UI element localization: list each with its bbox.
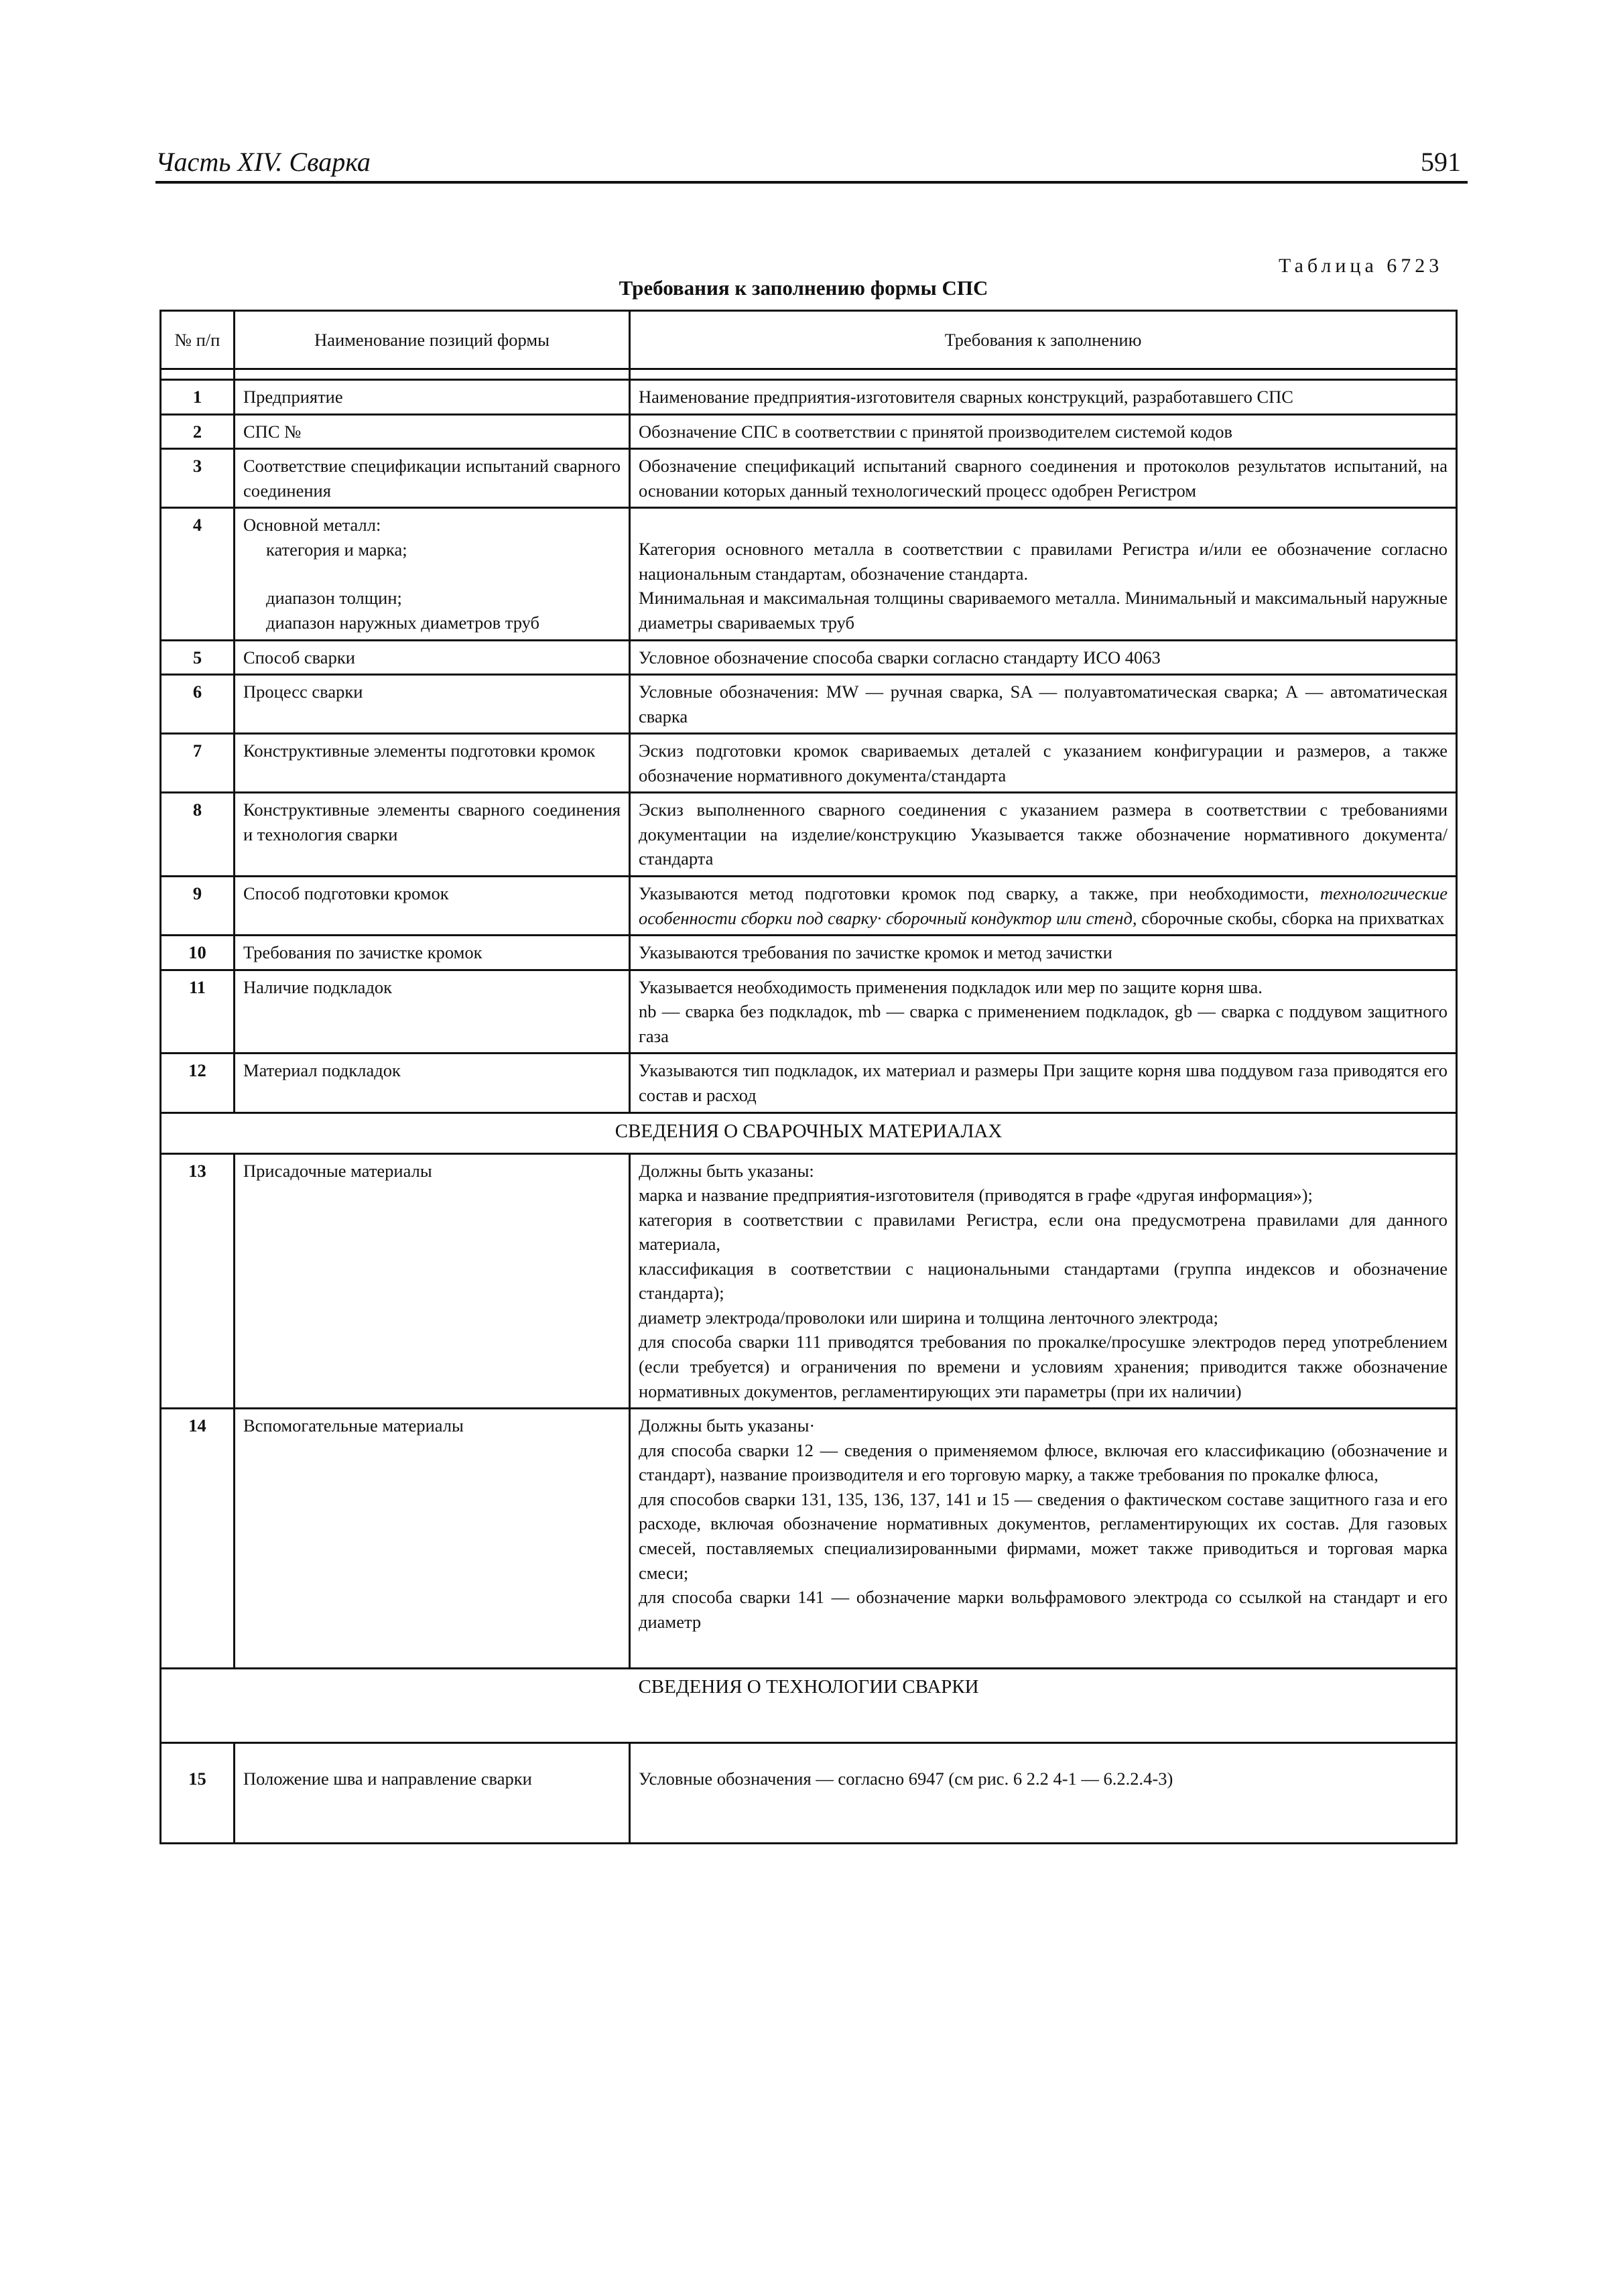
row-number: 10 (161, 936, 235, 970)
requirement-paragraph: диаметр электрода/проволоки или ширина и толщина ленточного электрода; (639, 1307, 1219, 1328)
table-row (161, 970, 1457, 1054)
requirement-paragraph: для способа сварки 12 — сведения о применяемом флюсе, включая его классификацию (обозначение и стандарт), название производителя и его торговую марку, а также требования по прокалке флюса, (639, 1440, 1448, 1485)
requirement-paragraph: Должны быть указаны: (639, 1160, 814, 1181)
table-row (161, 793, 1457, 877)
row-number: 6 (161, 675, 235, 734)
row-number: 14 (161, 1409, 235, 1669)
row-number: 1 (161, 380, 235, 415)
item-requirement (630, 1409, 1457, 1669)
row-number: 12 (161, 1054, 235, 1112)
table-title: Требования к заполнению формы СПС (619, 276, 988, 300)
column-header-requirements: Требования к заполнению (630, 311, 1457, 369)
requirement-paragraph: для способов сварки 131, 135, 136, 137, 141 и 15 — сведения о фактическом составе защитного газа и его расходе, включая обозначение нормативных документов, регламентирующих их состав. Для газовых смесей, поставляемых специализированными фирмами, может также приводиться и торговая марка смеси; (639, 1488, 1448, 1583)
requirements-table (159, 310, 1458, 1844)
item-name-line: диапазон толщин; (266, 588, 402, 609)
requirement-paragraph: nb — сварка без подкладок, mb — сварка с применением подкладок, gb — сварка с поддувом защитного газа (639, 1001, 1448, 1046)
table-row (161, 1409, 1457, 1669)
table-row (161, 936, 1457, 970)
requirement-paragraph: Минимальная и максимальная толщины свариваемого металла. Минимальный и максимальный наружные диаметры свариваемых труб (639, 588, 1448, 633)
item-name: Процесс сварки (235, 675, 630, 734)
item-requirement: Эскиз выполненного сварного соединения с указанием размера в соответствии с требованиями документации на изделие/конструкцию Указывается также обозначение нормативного документа/стандарта (630, 793, 1457, 877)
page-header (155, 146, 1468, 184)
requirement-paragraph: марка и название предприятия-изготовителя (приводятся в графе «другая информация»); (639, 1185, 1313, 1206)
item-requirement: Условное обозначение способа сварки согласно стандарту ИСО 4063 (630, 640, 1457, 675)
item-requirement: Обозначение спецификаций испытаний сварного соединения и протоколов результатов испытаний, на основании которых данный технологический процесс одобрен Регистром (630, 449, 1457, 508)
section-row-materials (161, 1112, 1457, 1153)
row-number: 11 (161, 970, 235, 1054)
item-name: Вспомогательные материалы (235, 1409, 630, 1669)
item-requirement (630, 970, 1457, 1054)
requirement-text-italic: технологические особенности сборки под сварку· сборочный кондуктор или стенд, (639, 883, 1448, 928)
table-row (161, 449, 1457, 508)
item-requirement: Эскиз подготовки кромок свариваемых деталей с указанием конфигурации и размеров, а также обозначение нормативного документа/стандарта (630, 734, 1457, 793)
section-row-technology (161, 1669, 1457, 1743)
row-number: 4 (161, 508, 235, 640)
item-name (235, 508, 630, 640)
page-number: 591 (1421, 147, 1461, 177)
item-requirement (630, 508, 1457, 640)
row-number: 5 (161, 640, 235, 675)
item-name: Наличие подкладок (235, 970, 630, 1054)
requirement-paragraph: Должны быть указаны· (639, 1415, 816, 1436)
table-row (161, 508, 1457, 640)
requirement-paragraph: категория в соответствии с правилами Регистра, если она предусмотрена правилами для данного материала, (639, 1209, 1448, 1255)
table-spacer-row (161, 369, 1457, 380)
page-header-title: Часть XIV. Сварка (155, 147, 371, 177)
row-number: 7 (161, 734, 235, 793)
row-number: 2 (161, 414, 235, 449)
item-requirement: Обозначение СПС в соответствии с принятой производителем системой кодов (630, 414, 1457, 449)
requirement-text: Указываются метод подготовки кромок под сварку, а также, при необходимости, (639, 883, 1309, 903)
item-requirement (630, 1153, 1457, 1409)
table-row (161, 1743, 1457, 1844)
table-row (161, 380, 1457, 415)
item-requirement: Указываются тип подкладок, их материал и размеры При защите корня шва поддувом газа приводятся его состав и расход (630, 1054, 1457, 1112)
row-number: 8 (161, 793, 235, 877)
requirement-paragraph: Категория основного металла в соответствии с правилами Регистра и/или ее обозначение согласно национальным стандартам, обозначение стандарта. (639, 539, 1448, 584)
item-name: СПС № (235, 414, 630, 449)
item-name-line: диапазон наружных диаметров труб (266, 612, 539, 633)
table-row (161, 734, 1457, 793)
item-name: Конструктивные элементы подготовки кромок (235, 734, 630, 793)
item-name: Присадочные материалы (235, 1153, 630, 1409)
table-row (161, 1054, 1457, 1112)
item-name: Предприятие (235, 380, 630, 415)
item-name-line: Основной металл: (243, 515, 381, 535)
item-name: Способ сварки (235, 640, 630, 675)
table-row (161, 675, 1457, 734)
item-requirement: Указываются требования по зачистке кромок и метод зачистки (630, 936, 1457, 970)
table-row (161, 877, 1457, 936)
table-row (161, 414, 1457, 449)
requirement-paragraph: Указывается необходимость применения подкладок или мер по защите корня шва. (639, 976, 1263, 997)
item-name: Материал подкладок (235, 1054, 630, 1112)
row-number: 13 (161, 1153, 235, 1409)
requirement-paragraph: классификация в соответствии с национальными стандартами (группа индексов и обозначение стандарта); (639, 1258, 1448, 1303)
row-number: 15 (161, 1743, 235, 1844)
column-header-item-name: Наименование позиций формы (235, 311, 630, 369)
requirement-paragraph: для способа сварки 141 — обозначение марки вольфрамового электрода со ссылкой на стандарт и его диаметр (639, 1587, 1448, 1632)
requirement-paragraph: для способа сварки 111 приводятся требования по прокалке/просушке электродов перед употреблением (если требуется) и ограничения по времени и условиям хранения; приводится также обозначение нормативных документов, регламентирующих эти параметры (при их наличии) (639, 1332, 1448, 1401)
table-header-row (161, 311, 1457, 369)
section-heading-materials: СВЕДЕНИЯ О СВАРОЧНЫХ МАТЕРИАЛАХ (161, 1112, 1457, 1153)
section-heading-technology: СВЕДЕНИЯ О ТЕХНОЛОГИИ СВАРКИ (161, 1669, 1457, 1743)
item-name: Соответствие спецификации испытаний сварного соединения (235, 449, 630, 508)
row-number: 9 (161, 877, 235, 936)
item-requirement (630, 877, 1457, 936)
table-row (161, 640, 1457, 675)
column-header-number: № п/п (161, 311, 235, 369)
item-requirement: Наименование предприятия-изготовителя сварных конструкций, разработавшего СПС (630, 380, 1457, 415)
row-number: 3 (161, 449, 235, 508)
requirement-text: сборочные скобы, сборка на прихватках (1141, 907, 1445, 928)
table-label: Таблица 6723 (1279, 255, 1443, 277)
item-name: Требования по зачистке кромок (235, 936, 630, 970)
item-name: Конструктивные элементы сварного соединения и технология сварки (235, 793, 630, 877)
item-name: Положение шва и направление сварки (235, 1743, 630, 1844)
item-requirement: Условные обозначения — согласно 6947 (см рис. 6 2.2 4-1 — 6.2.2.4-3) (630, 1743, 1457, 1844)
item-name: Способ подготовки кромок (235, 877, 630, 936)
table-row (161, 1153, 1457, 1409)
item-name-line: категория и марка; (266, 539, 407, 560)
item-requirement: Условные обозначения: MW — ручная сварка, SA — полуавтоматическая сварка; А — автоматическая сварка (630, 675, 1457, 734)
